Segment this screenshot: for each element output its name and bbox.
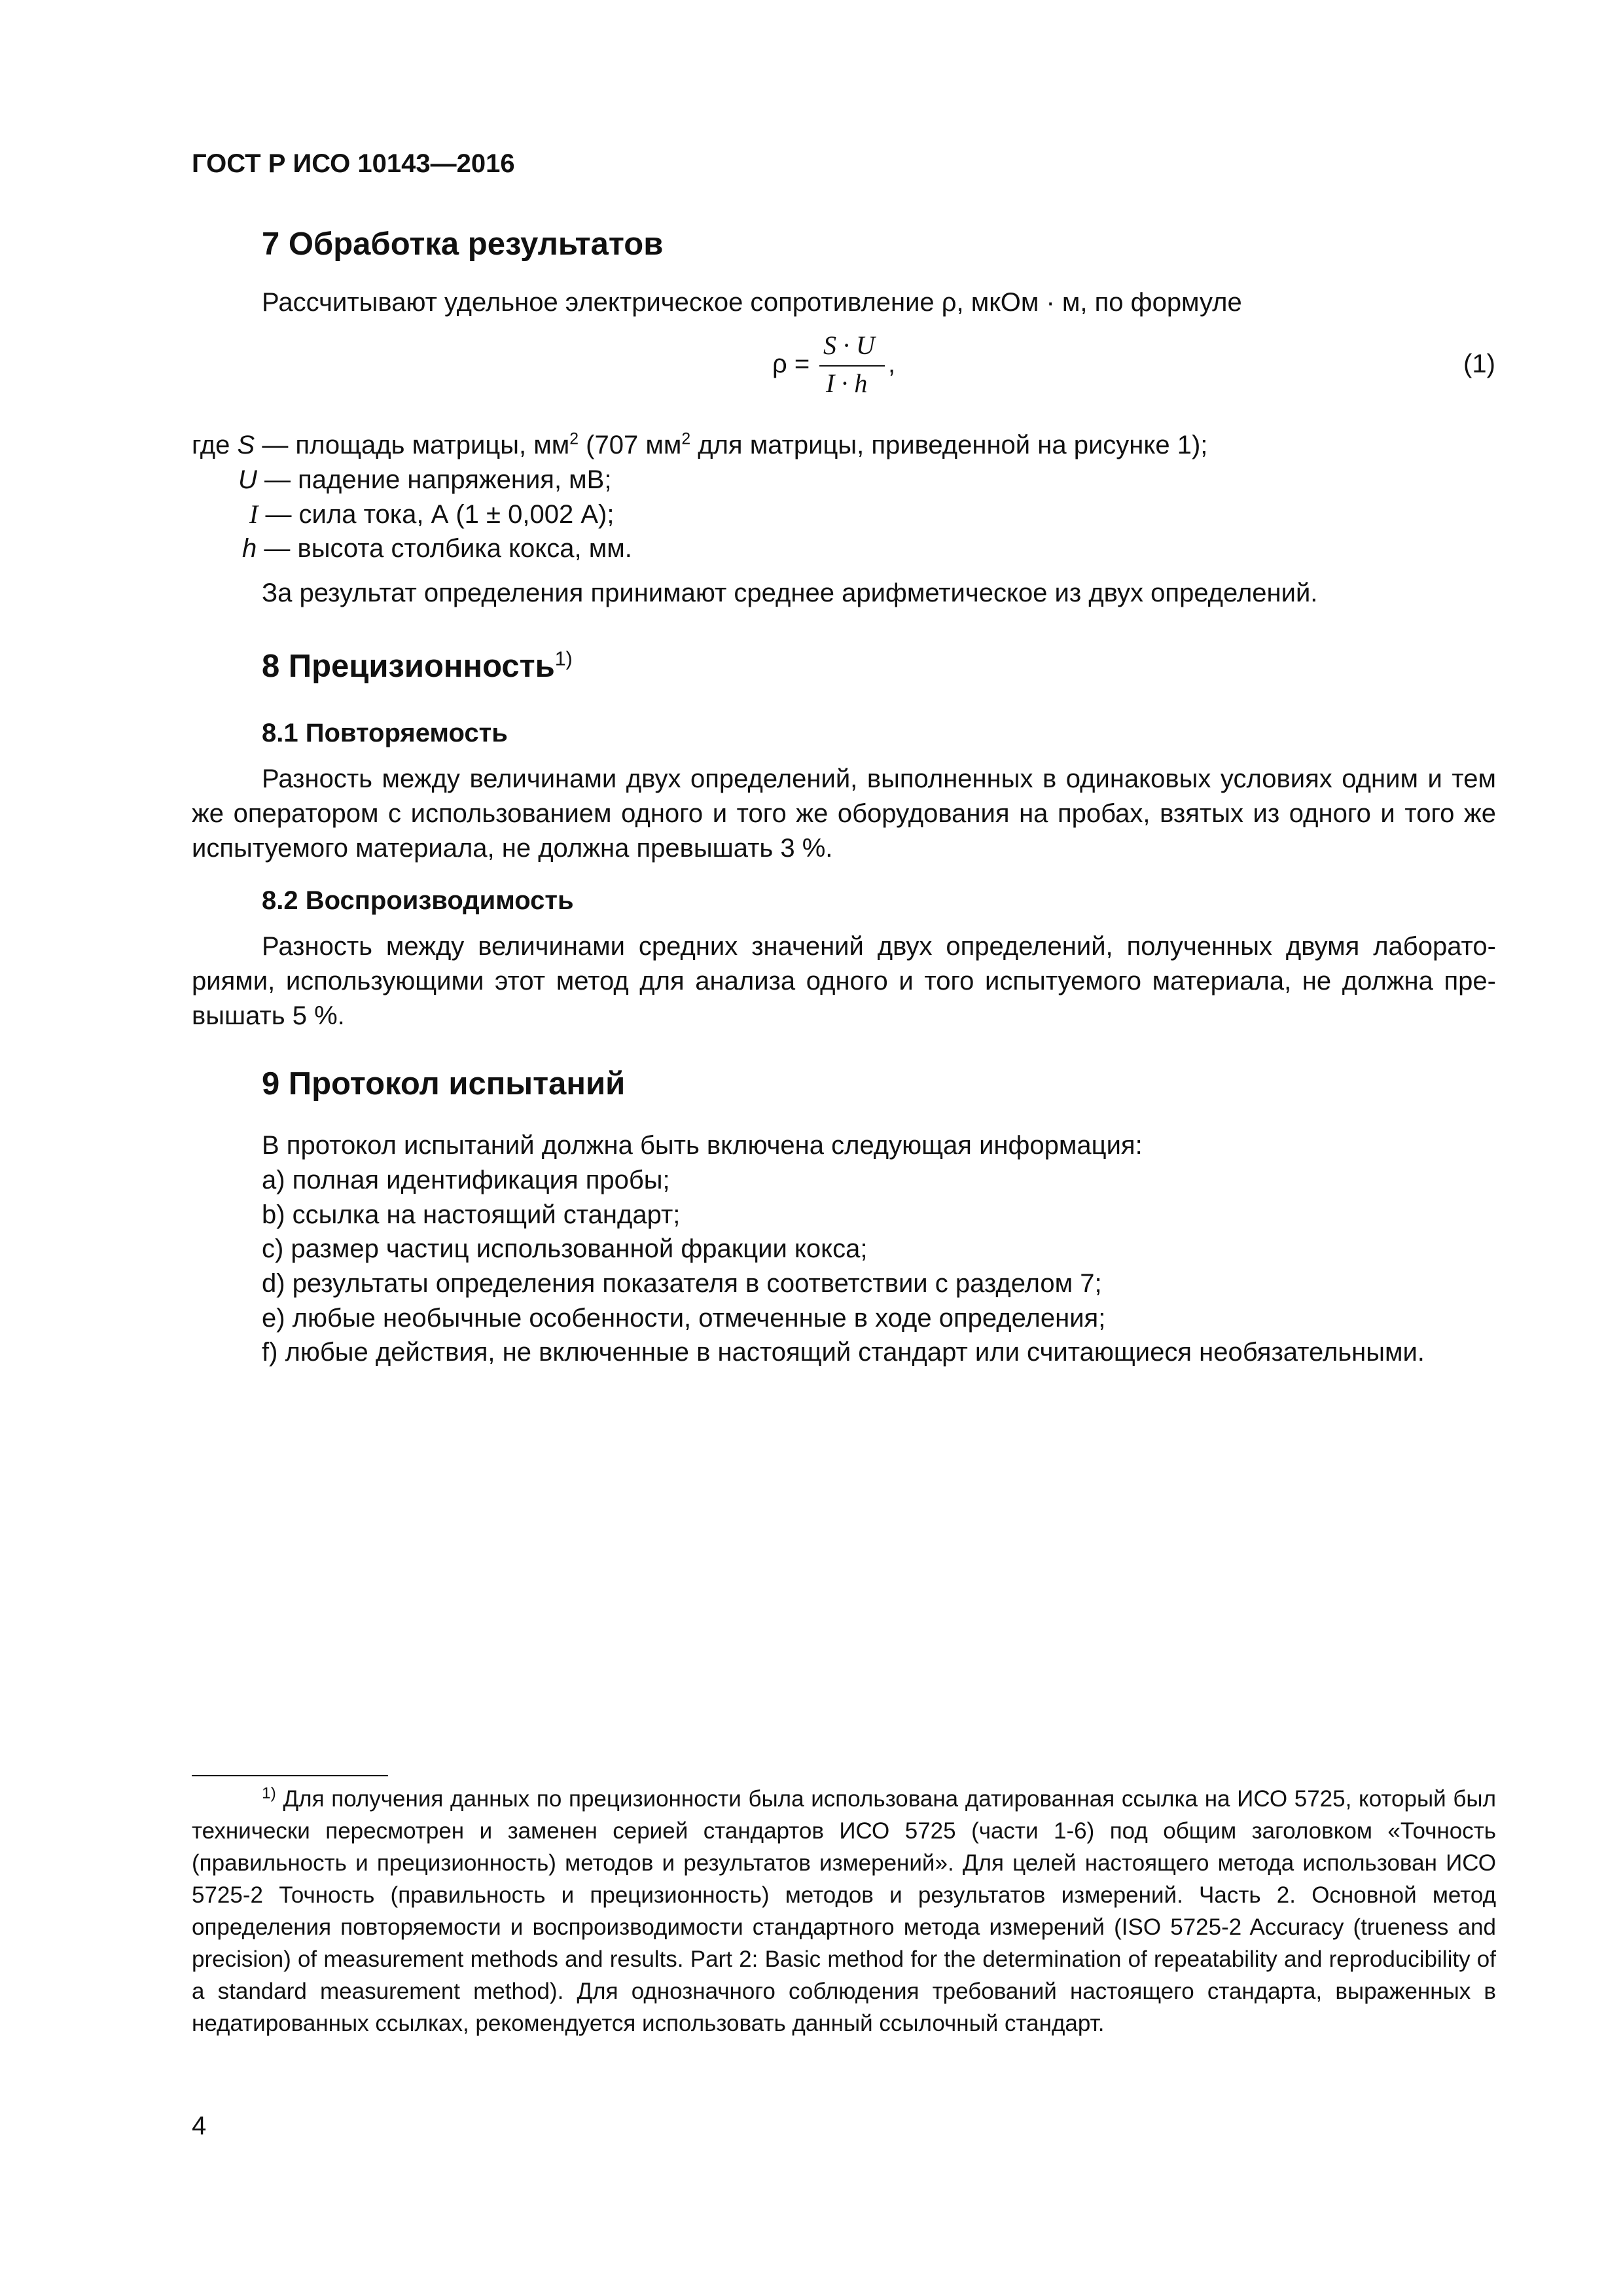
var-i: I: [249, 499, 259, 529]
footnote-ref: 1): [554, 647, 573, 670]
where-prefix: где: [192, 431, 230, 459]
var-h: h: [242, 534, 257, 563]
where-s-text2: (707 мм: [579, 431, 682, 459]
subsection-8-1-title: 8.1 Повторяемость: [262, 719, 508, 747]
footnote-separator: [192, 1775, 388, 1776]
var-s: S: [237, 431, 255, 459]
footnote-text: Для получения данных по прецизионности была использована датированная ссылка на ИСО 5725, который был технически пересмотрен и заменен серией стандартов ИСО 5725 (части 1-6) под общим заголовком «Точность (правильность и прецизионность) методов и результатов измерений». Для целей настоящего метода использован ИСО 5725-2 Точность (правильность и прецизионность) методов и результатов измерений. Часть 2. Основной метод определения повторяемости и воспроизводимости стандартного метода измерений (ISO 5725-2 Accuracy (trueness and precision) of measurement methods and results. Part 2: Basic method for the determination of repeatability and reproducibility of a standard measurement method). Для однозначного соблюдения требований настоящего стандарта, выраженных в недатированных ссылках, рекомендуется использовать данный ссылочный стандарт.: [192, 1786, 1496, 2036]
section-7-intro: Рассчитывают удельное электрическое сопротивление ρ, мкОм · м, по формуле: [262, 288, 1242, 317]
where-i-line: [249, 497, 614, 532]
subsection-8-1-text: Разность между величинами двух определений, выполненных в одинаковых условиях одним и тем же оператором с использованием одного и того же оборудования на пробах, взятых из одного и того же испытуемого материала, не должна превышать 3 %.: [192, 764, 1496, 863]
where-i-text: — сила тока, А (1 ± 0,002 А);: [258, 500, 615, 529]
formula-comma: ,: [888, 350, 896, 378]
section-7-title: 7 Обработка результатов: [262, 226, 664, 262]
where-s-text: — площадь матрицы, мм: [255, 431, 570, 459]
where-u-text: — падение напряжения, мВ;: [257, 465, 612, 494]
where-u-line: [238, 463, 611, 497]
section-8-title: [262, 648, 573, 685]
var-u: U: [238, 465, 257, 494]
fraction-line: [819, 365, 885, 367]
formula-number: (1): [1463, 350, 1495, 378]
section-9-title: 9 Протокол испытаний: [262, 1066, 626, 1102]
footnote: [192, 1783, 1496, 2039]
where-h-line: [242, 531, 632, 566]
page-number: 4: [192, 2111, 207, 2140]
subsection-8-2-text: Разность между величинами средних значений двух определений, полученных двумя лабораториями, использующими этот метод для анализа одного и того испытуемого материала, не должна превышать 5 %.: [192, 932, 1496, 1030]
formula-denominator: I · h: [826, 368, 868, 398]
where-s-text3: для матрицы, приведенной на рисунке 1);: [690, 431, 1208, 459]
list-item-b: b) ссылка на настоящий стандарт;: [262, 1200, 681, 1229]
formula-lhs: ρ =: [772, 350, 810, 378]
list-item-d: d) результаты определения показателя в соответствии с разделом 7;: [262, 1269, 1102, 1298]
where-s-line: [192, 428, 1207, 463]
sup-2b: 2: [681, 430, 691, 448]
list-item-a: a) полная идентификация пробы;: [262, 1166, 670, 1194]
footnote-marker: 1): [262, 1784, 276, 1803]
section-8-title-text: 8 Прецизионность: [262, 649, 555, 684]
list-item-f: f) любые действия, не включенные в настоящий стандарт или считающиеся необязательными.: [262, 1338, 1425, 1367]
formula-numerator: S · U: [823, 331, 875, 360]
section-7-result: За результат определения принимают среднее арифметическое из двух определений.: [262, 579, 1318, 607]
section-9-intro: В протокол испытаний должна быть включена следующая информация:: [262, 1131, 1143, 1160]
sup-2: 2: [569, 430, 579, 448]
list-item-e: e) любые необычные особенности, отмеченные в ходе определения;: [262, 1304, 1106, 1333]
list-item-c: c) размер частиц использованной фракции кокса;: [262, 1234, 868, 1263]
subsection-8-2-title: 8.2 Воспроизводимость: [262, 886, 574, 915]
document-header: ГОСТ Р ИСО 10143—2016: [192, 149, 515, 178]
where-h-text: — высота столбика кокса, мм.: [257, 534, 632, 563]
